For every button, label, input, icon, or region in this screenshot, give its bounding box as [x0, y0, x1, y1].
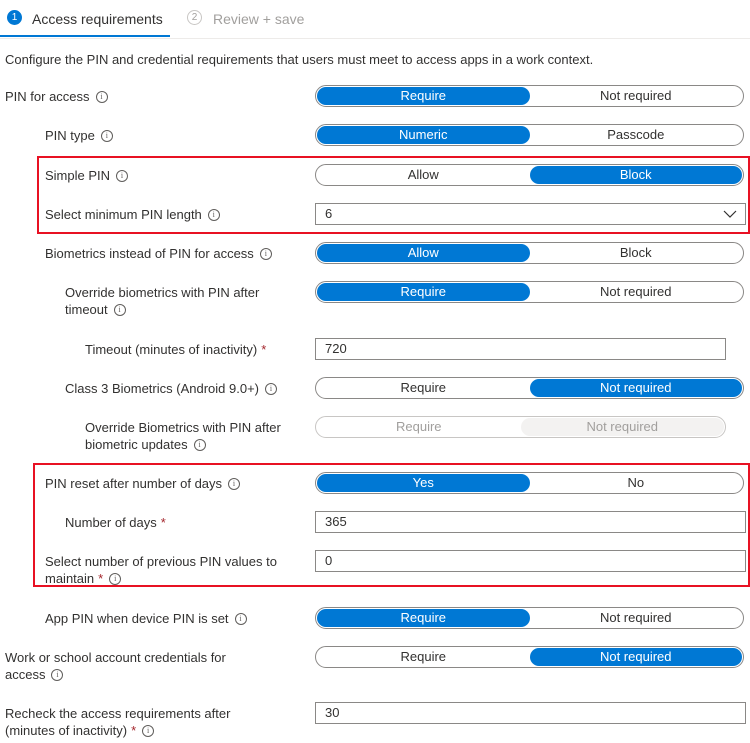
info-icon[interactable]: i [265, 383, 277, 395]
pin-type-numeric-option[interactable]: Numeric [317, 126, 530, 144]
override-biometrics-not-required-option[interactable]: Not required [599, 284, 672, 299]
biometrics-allow-option[interactable]: Allow [317, 244, 530, 262]
simple-pin-allow-option[interactable]: Allow [407, 167, 439, 182]
recheck-access-value: 30 [325, 705, 340, 720]
pin-type-passcode-option[interactable]: Passcode [607, 127, 665, 142]
override-biometric-updates-not-required-option: Not required [521, 418, 725, 436]
info-icon[interactable]: i [194, 439, 206, 451]
simple-pin-label: Simple PIN i [45, 167, 128, 184]
timeout-value: 720 [325, 341, 347, 356]
biometrics-label: Biometrics instead of PIN for access i [45, 245, 272, 262]
override-biometrics-label: Override biometrics with PIN after timeout i [65, 285, 260, 317]
min-pin-length-value: 6 [325, 206, 333, 221]
pin-for-access-require-option[interactable]: Require [317, 87, 530, 105]
info-icon[interactable]: i [228, 478, 240, 490]
step-1-number: 1 [7, 10, 22, 25]
simple-pin-toggle[interactable] [315, 164, 744, 186]
number-of-days-label: Number of days * [65, 515, 166, 530]
override-biometric-updates-require-option: Require [395, 419, 442, 434]
step-1-tab[interactable]: Access requirements [32, 11, 163, 27]
info-icon[interactable]: i [101, 130, 113, 142]
pin-reset-no-option[interactable]: No [627, 475, 645, 490]
timeout-input[interactable] [315, 338, 726, 360]
step-2-number: 2 [187, 10, 202, 25]
min-pin-length-label: Select minimum PIN length i [45, 206, 220, 223]
override-biometric-updates-toggle [315, 416, 726, 438]
work-account-credentials-toggle[interactable] [315, 646, 744, 668]
pin-for-access-not-required-option[interactable]: Not required [599, 88, 672, 103]
class3-biometrics-require-option[interactable]: Require [400, 380, 447, 395]
number-of-days-input[interactable] [315, 511, 746, 533]
simple-pin-block-option[interactable]: Block [530, 166, 743, 184]
active-step-underline [0, 35, 170, 37]
override-biometrics-require-option[interactable]: Require [317, 283, 530, 301]
biometrics-block-option[interactable]: Block [619, 245, 652, 260]
work-account-credentials-label: Work or school account credentials for access i [5, 650, 226, 682]
previous-pin-values-label: Select number of previous PIN values to maintain * i [45, 554, 277, 586]
required-mark: * [160, 515, 166, 530]
tab-divider [0, 38, 750, 39]
required-mark: * [98, 571, 104, 586]
info-icon[interactable]: i [51, 669, 63, 681]
previous-pin-values-value: 0 [325, 553, 333, 568]
recheck-access-input[interactable] [315, 702, 746, 724]
chevron-down-icon [723, 207, 737, 221]
required-mark: * [131, 723, 137, 738]
work-credentials-require-option[interactable]: Require [400, 649, 447, 664]
app-pin-device-pin-toggle[interactable] [315, 607, 744, 629]
description-text: Configure the PIN and credential requirements that users must meet to access apps in a work context. [5, 52, 594, 67]
work-credentials-not-required-option[interactable]: Not required [530, 648, 743, 666]
pin-reset-yes-option[interactable]: Yes [317, 474, 530, 492]
class3-biometrics-not-required-option[interactable]: Not required [530, 379, 743, 397]
app-pin-not-required-option[interactable]: Not required [599, 610, 672, 625]
min-pin-length-dropdown[interactable] [315, 203, 746, 225]
recheck-access-label: Recheck the access requirements after (minutes of inactivity) * i [5, 706, 231, 738]
timeout-label: Timeout (minutes of inactivity) * [85, 342, 267, 357]
info-icon[interactable]: i [96, 91, 108, 103]
pin-reset-label: PIN reset after number of days i [45, 475, 240, 492]
biometrics-toggle[interactable] [315, 242, 744, 264]
override-biometric-updates-label: Override Biometrics with PIN after biometric updates i [85, 420, 281, 452]
app-pin-require-option[interactable]: Require [317, 609, 530, 627]
pin-type-toggle[interactable] [315, 124, 744, 146]
override-biometrics-toggle[interactable] [315, 281, 744, 303]
info-icon[interactable]: i [114, 304, 126, 316]
previous-pin-values-input[interactable] [315, 550, 746, 572]
info-icon[interactable]: i [208, 209, 220, 221]
pin-reset-toggle[interactable] [315, 472, 744, 494]
info-icon[interactable]: i [235, 613, 247, 625]
pin-type-label: PIN type i [45, 127, 113, 144]
class3-biometrics-label: Class 3 Biometrics (Android 9.0+) i [65, 380, 277, 397]
info-icon[interactable]: i [116, 170, 128, 182]
number-of-days-value: 365 [325, 514, 347, 529]
step-2-tab[interactable]: Review + save [213, 11, 305, 27]
pin-for-access-label: PIN for access i [5, 88, 108, 105]
pin-for-access-toggle[interactable] [315, 85, 744, 107]
class3-biometrics-toggle[interactable] [315, 377, 744, 399]
info-icon[interactable]: i [260, 248, 272, 260]
info-icon[interactable]: i [109, 573, 121, 585]
app-pin-device-pin-label: App PIN when device PIN is set i [45, 610, 247, 627]
required-mark: * [261, 342, 267, 357]
info-icon[interactable]: i [142, 725, 154, 737]
